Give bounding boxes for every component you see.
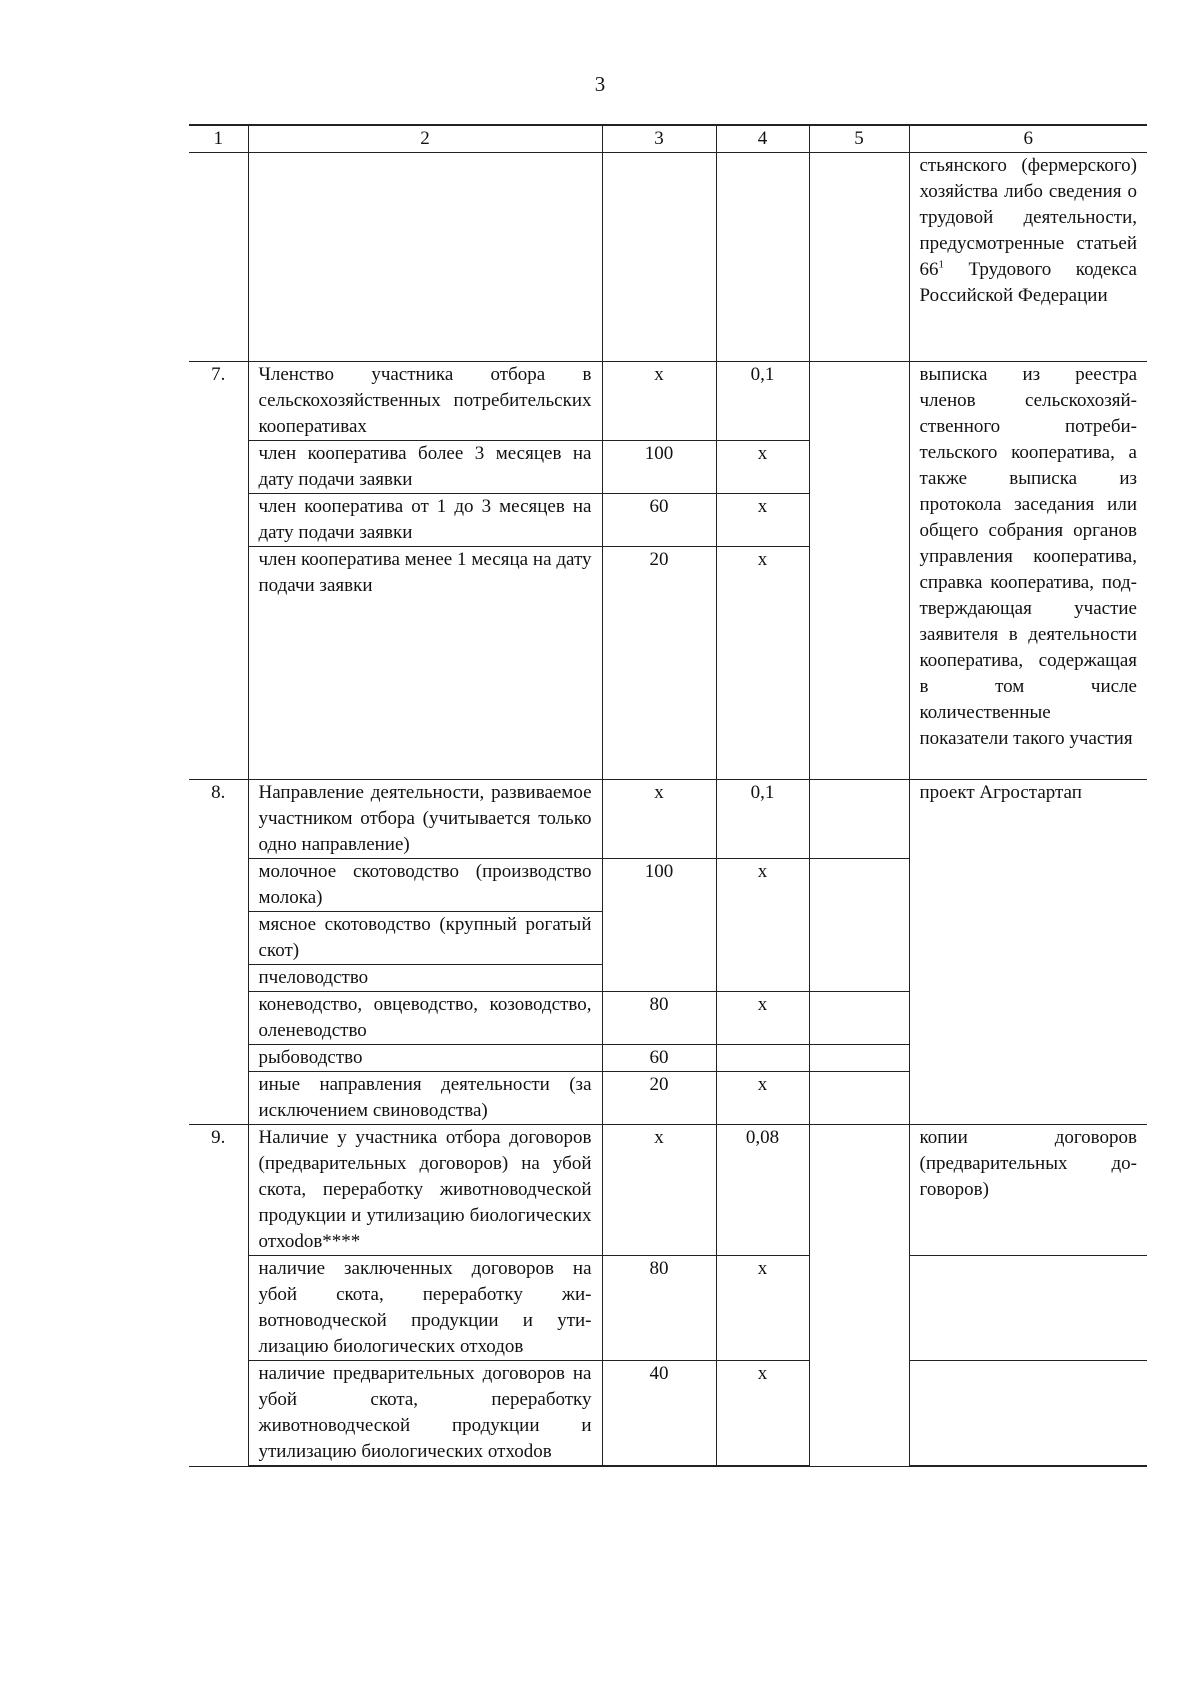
score-cell: 40	[602, 1361, 716, 1467]
column-header: 1	[189, 125, 248, 153]
score-cell: 100	[602, 441, 716, 494]
column-header: 3	[602, 125, 716, 153]
score-cell: 60	[602, 1045, 716, 1072]
weight-cell: х	[716, 494, 809, 547]
sub-criterion: член кооператива от 1 до 3 месяцев на дату подачи заявки	[248, 494, 602, 547]
column-header: 6	[909, 125, 1147, 153]
table-row	[189, 1256, 1147, 1361]
score-cell: 60	[602, 494, 716, 547]
sub-criterion: член кооператива более 3 месяцев на дату подачи заявки	[248, 441, 602, 494]
document-cell: стьянского (фермерского) хозяйства либо сведения о трудовой деятельности, предусмотренные статьей $66^1$ Трудового кодекса Российской Федерации	[909, 153, 1147, 362]
document-cell: копии договоров (предварительных договоров)	[909, 1125, 1147, 1256]
score-cell: 100	[602, 859, 716, 992]
table-row	[189, 780, 1147, 859]
criterion-title: Членство участника отбора в сельскохозяйственных потребительских кооперативах	[248, 362, 602, 441]
sub-criterion: молочное скотоводство (производство молока)	[248, 859, 602, 912]
weight-cell: х	[716, 1256, 809, 1361]
criterion-title: Направление деятельности, развиваемое участником отбора (учитывается только одно направление)	[248, 780, 602, 859]
sub-criterion: наличие заключенных договоров на убой скота, переработку животноводческой продукции и утилизацию биологических отходов	[248, 1256, 602, 1361]
weight-cell: х	[716, 1361, 809, 1467]
weight-cell: х	[716, 992, 809, 1045]
score-cell: 20	[602, 547, 716, 780]
weight-cell: 0,08	[716, 1125, 809, 1256]
weight-cell: х	[716, 859, 809, 992]
row-number: 9.	[189, 1125, 248, 1467]
weight-cell: 0,1	[716, 362, 809, 441]
table-row	[189, 1361, 1147, 1467]
column-header: 4	[716, 125, 809, 153]
row-number: 7.	[189, 362, 248, 780]
weight-cell: х	[716, 441, 809, 494]
table-row	[189, 1125, 1147, 1256]
sub-criterion: член кооператива менее 1 месяца на дату подачи заявки	[248, 547, 602, 780]
document-cell: проект Агростартап	[909, 780, 1147, 1125]
sub-criterion: иные направления деятельности (за исключением свиноводства)	[248, 1072, 602, 1125]
weight-cell: х	[716, 547, 809, 780]
row-number: 8.	[189, 780, 248, 1125]
continuation-row	[189, 153, 1147, 362]
page-number: 3	[594, 72, 606, 96]
weight-cell: 0,1	[716, 780, 809, 859]
score-cell: х	[602, 780, 716, 859]
table-row	[189, 362, 1147, 441]
column-header: 2	[248, 125, 602, 153]
sub-criterion: наличие предварительных договоров на убой скота, переработку животноводческой продукции и утилизацию биологических отхоdов	[248, 1361, 602, 1467]
sub-criterion: рыбоводство	[248, 1045, 602, 1072]
score-cell: х	[602, 362, 716, 441]
criteria-table	[189, 124, 1147, 1467]
column-number-row	[189, 125, 1147, 153]
sub-criterion: мясное скотоводство (крупный рогатый скот)	[248, 912, 602, 965]
score-cell: 80	[602, 1256, 716, 1361]
score-cell: х	[602, 1125, 716, 1256]
criterion-title: Наличие у участника отбора договоров (предварительных договоров) на убой скота, переработку животноводческой продукции и утилизацию биологических отхоdов****	[248, 1125, 602, 1256]
score-cell: 20	[602, 1072, 716, 1125]
column-header: 5	[809, 125, 909, 153]
document-cell: выписка из реестра членов сельскохозяйственного потребительского кооператива, а также выписка из протокола заседания или общего собрания органов управления кооператива, справка кооператива, подтверждающая участие заявителя в деятельности кооператива, содержащая в том числе количественные показатели такого участия	[909, 362, 1147, 780]
sub-criterion: коневодство, овцеводство, козоводство, оленеводство	[248, 992, 602, 1045]
weight-cell	[716, 1045, 809, 1072]
sub-criterion: пчеловодство	[248, 965, 602, 992]
score-cell: 80	[602, 992, 716, 1045]
weight-cell: х	[716, 1072, 809, 1125]
